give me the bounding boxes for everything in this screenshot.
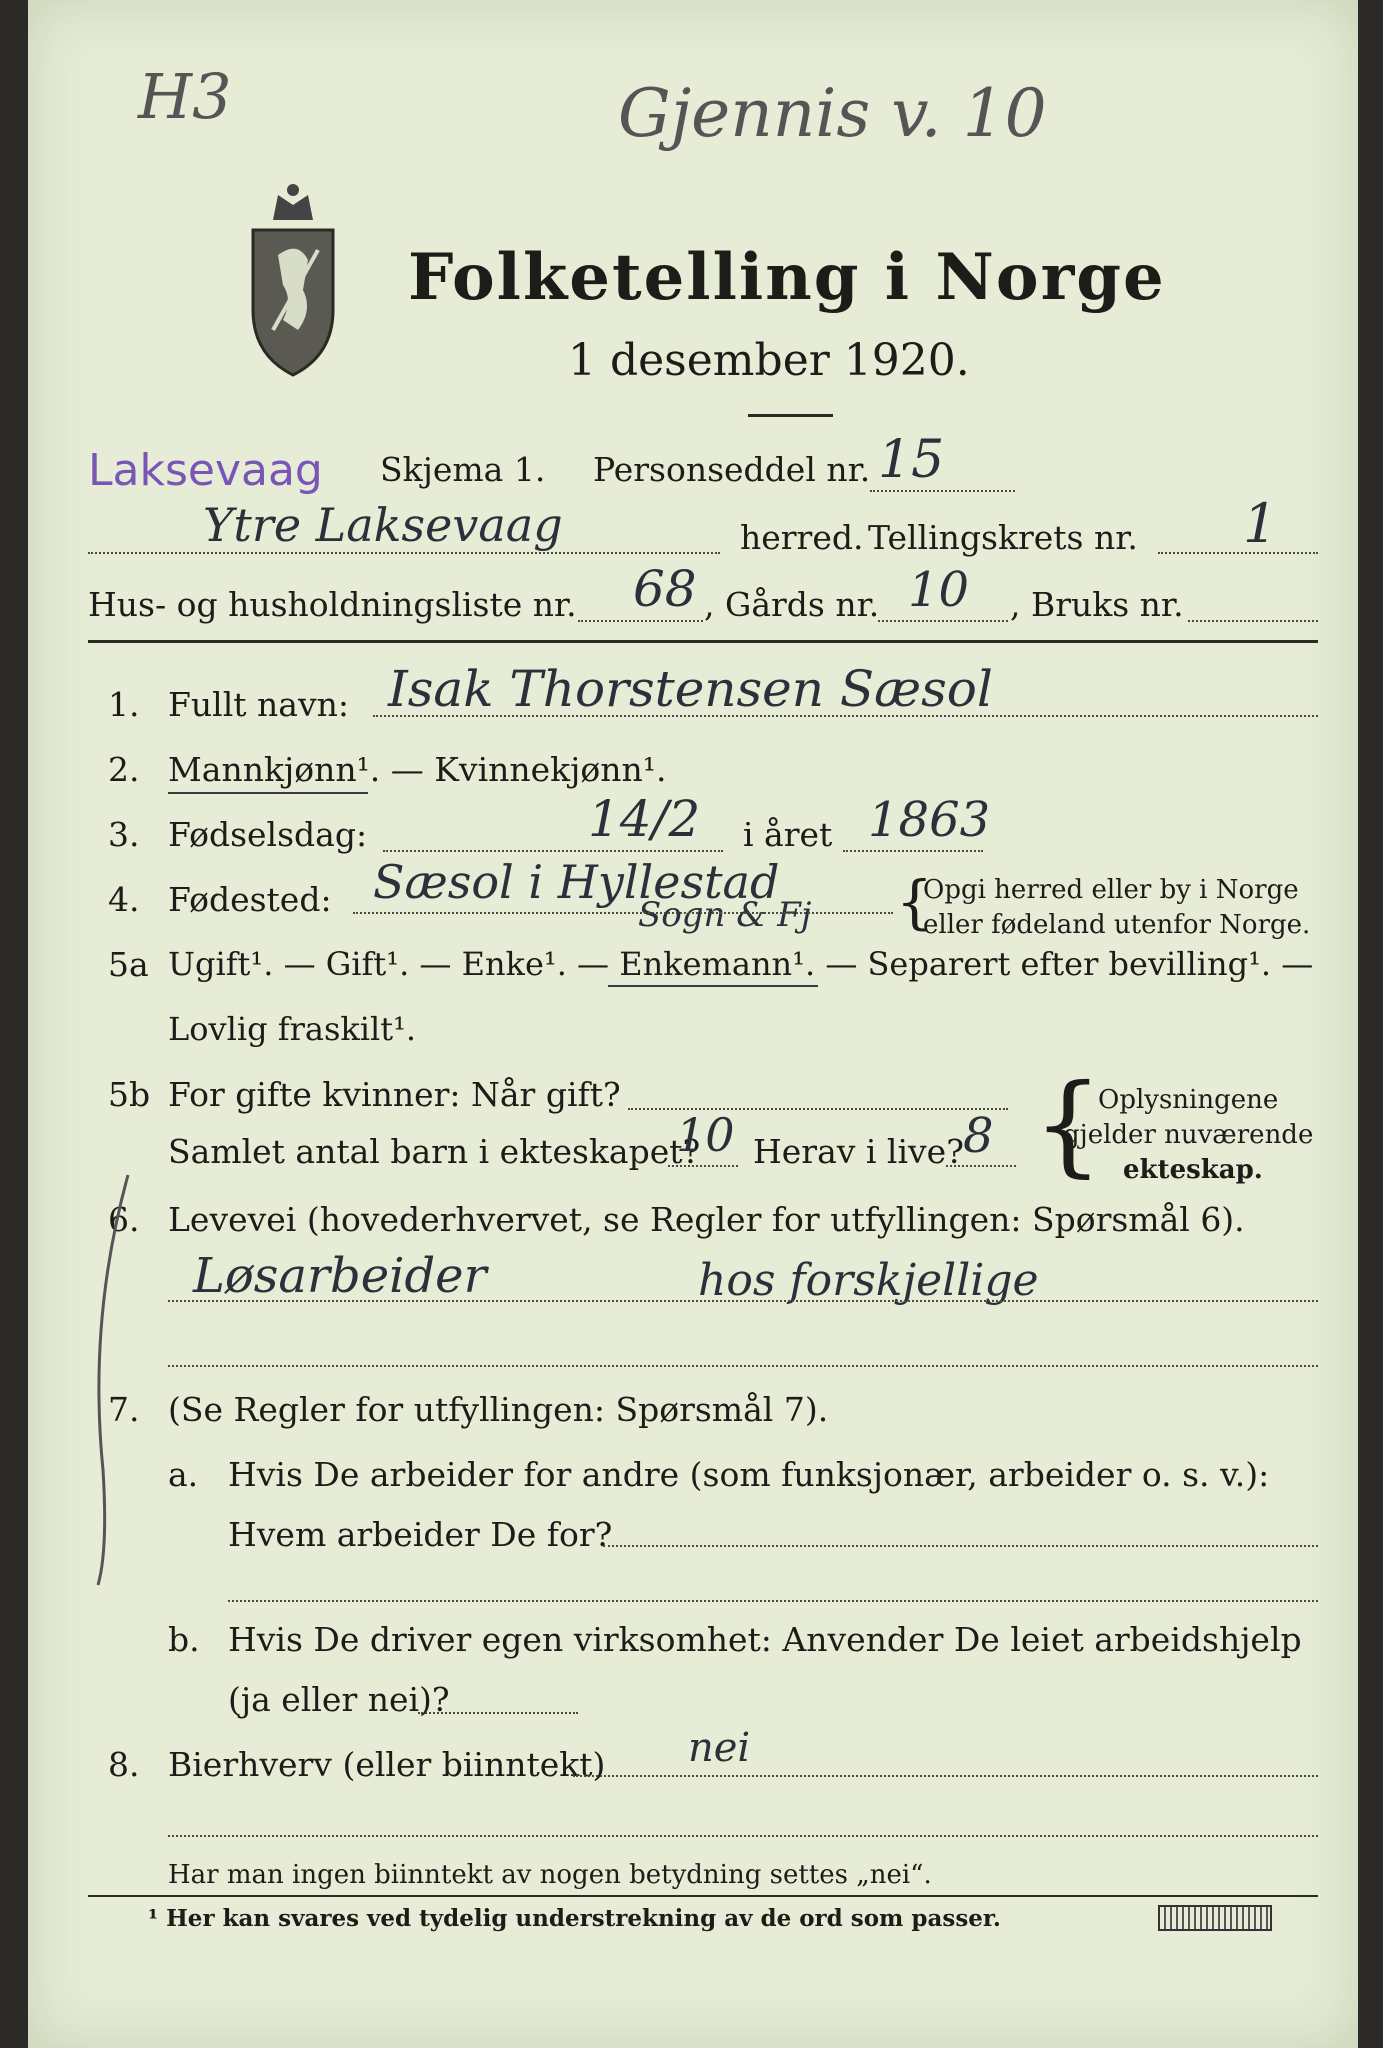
gards-label: , Gårds nr. (704, 585, 880, 624)
norway-coat-of-arms-icon (243, 180, 343, 380)
q4-number: 4. (108, 880, 140, 919)
q4-brace: { (896, 868, 933, 936)
q7-label: (Se Regler for utfyllingen: Spørsmål 7). (168, 1390, 829, 1429)
q5b-note-line2: gjelder nuværende (1063, 1120, 1314, 1150)
q2-label: Mannkjønn¹. — Kvinnekjønn¹. (168, 750, 667, 789)
q6-line2 (168, 1365, 1318, 1367)
municipality-line (88, 552, 720, 554)
q7b-line (418, 1712, 578, 1714)
q7a-text: Hvis De arbeider for andre (som funksjonær, arbeider o. s. v.): (228, 1455, 1270, 1494)
q8-number: 8. (108, 1745, 140, 1784)
q7b-letter: b. (168, 1620, 200, 1659)
personseddel-value: 15 (878, 430, 945, 490)
top-note: Gjennis v. 10 (618, 75, 1047, 152)
q8-line1 (573, 1775, 1318, 1777)
q1-line (373, 715, 1318, 717)
bruks-line (1188, 620, 1318, 622)
q5b-live-value: 8 (963, 1108, 994, 1164)
printer-mark-icon (1158, 1905, 1272, 1931)
q3-day-line (383, 850, 723, 852)
herred-label: herred. (740, 518, 864, 557)
q3-label: Fødselsdag: (168, 815, 368, 854)
header-rule (88, 640, 1318, 643)
census-form-page (28, 0, 1358, 2048)
q6-value-detail: hos forskjellige (698, 1255, 1039, 1306)
q5a-line1: Ugift¹. — Gift¹. — Enke¹. — Enkemann¹. — Separert efter bevilling¹. — (168, 945, 1314, 983)
q8-label: Bierhverv (eller biinntekt) (168, 1745, 606, 1784)
corner-note: H3 (138, 60, 232, 133)
tellingskrets-value: 1 (1243, 492, 1278, 555)
form-date: 1 desember 1920. (568, 335, 970, 386)
q7b-text: Hvis De driver egen virksomhet: Anvender De leiet arbeidshjelp (228, 1620, 1302, 1659)
q8-value: nei (688, 1725, 751, 1771)
q4-value-region: Sogn & Fj (638, 895, 812, 935)
q3-day: 14/2 (588, 790, 701, 848)
q4-label: Fødested: (168, 880, 332, 919)
q6-label: Levevei (hovederhvervet, se Regler for utfyllingen: Spørsmål 6). (168, 1200, 1245, 1239)
q5b-live-line (946, 1165, 1016, 1167)
q3-year-line (843, 850, 983, 852)
q6-line1 (168, 1300, 1318, 1302)
q2-selection-underline (168, 792, 368, 794)
q7a-line1 (603, 1545, 1318, 1547)
q3-number: 3. (108, 815, 140, 854)
q5b-note-line1: Oplysningene (1098, 1085, 1279, 1115)
tellingskrets-line (1158, 552, 1318, 554)
form-title: Folketelling i Norge (408, 240, 1166, 315)
q5b-barn-value: 10 (676, 1108, 735, 1162)
q5b-label1: For gifte kvinner: Når gift? (168, 1075, 621, 1114)
q1-label: Fullt navn: (168, 685, 349, 724)
q5b-label2: Samlet antal barn i ekteskapet? (168, 1132, 701, 1171)
gards-line (878, 620, 1008, 622)
q5b-live-label: Herav i live? (753, 1132, 964, 1171)
title-divider (748, 414, 833, 417)
schema-label: Skjema 1. (380, 450, 546, 489)
q7a-line2 (228, 1600, 1318, 1602)
q7a-letter: a. (168, 1455, 199, 1494)
q8-line2 (168, 1835, 1318, 1837)
q7a-question: Hvem arbeider De for? (228, 1515, 613, 1554)
q4-line (353, 912, 893, 914)
bruks-label: , Bruks nr. (1010, 585, 1184, 624)
q4-note-line2: eller fødeland utenfor Norge. (923, 910, 1311, 940)
municipality-value: Ytre Laksevaag (203, 498, 563, 552)
gards-value: 10 (908, 562, 970, 618)
q5b-barn-line (668, 1165, 738, 1167)
q3-year: 1863 (868, 792, 991, 848)
q5b-number: 5b (108, 1075, 151, 1114)
q4-note-line1: Opgi herred eller by i Norge (923, 875, 1299, 905)
q6-value: Løsarbeider (193, 1248, 487, 1304)
q7-number: 7. (108, 1390, 140, 1429)
tellingskrets-label: Tellingskrets nr. (868, 518, 1138, 557)
margin-bracket-mark (83, 1170, 143, 1590)
personseddel-line (870, 490, 1015, 492)
personseddel-label: Personseddel nr. (593, 450, 871, 489)
hus-line (578, 620, 703, 622)
municipality-stamp: Laksevaag (88, 445, 323, 496)
hus-label: Hus- og husholdningsliste nr. (88, 585, 577, 624)
q4-value: Sæsol i Hyllestad (373, 855, 780, 909)
q6-number: 6. (108, 1200, 140, 1239)
q5b-note-line3: ekteskap. (1123, 1155, 1263, 1185)
q1-value: Isak Thorstensen Sæsol (388, 660, 993, 718)
footnote-rule (88, 1895, 1318, 1897)
q5a-line2: Lovlig fraskilt¹. (168, 1010, 417, 1048)
q1-number: 1. (108, 685, 140, 724)
footer-note: Har man ingen biinntekt av nogen betydning settes „nei“. (168, 1860, 932, 1890)
footnote: ¹ Her kan svares ved tydelig understrekning av de ord som passer. (148, 1905, 1001, 1932)
q5a-selection-underline (608, 985, 818, 987)
q3-year-label: i året (743, 815, 833, 854)
hus-value: 68 (633, 560, 697, 618)
q2-number: 2. (108, 750, 140, 789)
q5b-brace: { (1033, 1060, 1103, 1188)
q5a-number: 5a (108, 945, 149, 984)
q7b-question: (ja eller nei)? (228, 1680, 450, 1719)
